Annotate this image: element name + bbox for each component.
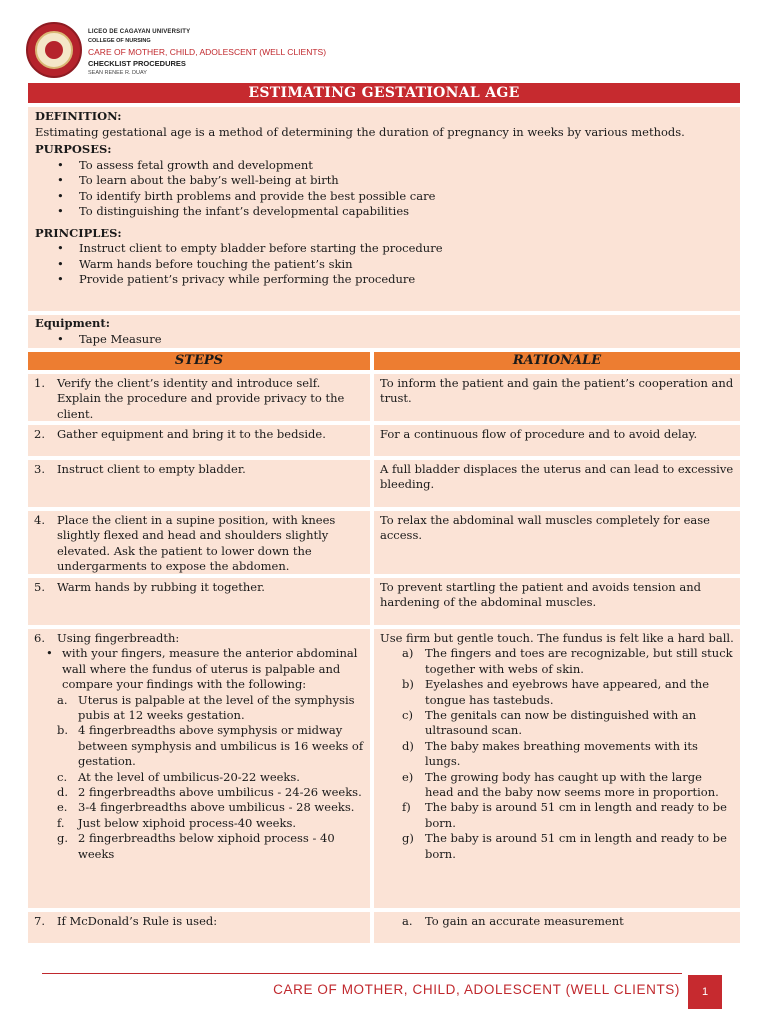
footer-divider xyxy=(42,973,682,974)
table-row: 1. Verify the client’s identity and introduce self. Explain the procedure and provide privacy to the client. xyxy=(28,374,370,421)
rationale-cell xyxy=(374,511,740,574)
rationale-cell: Use firm but gentle touch. The fundus is felt like a hard ball. a) The fingers and toes are recognizable, but still stuck together with webs of skin. b) Eyelashes and eyebrows have appeared, and the tongue has tastebuds. c) The genitals can now be distinguished with an ultrasound scan. d) The baby makes breathing movements with its lungs. e) The growing body has caught up with the large head and the baby now seems more in proportion. f) The baby is around 51 cm in length and ready to be born. g) The baby is around 51 cm in length and ready to be born. xyxy=(374,629,740,908)
rationale-sub-text: The genitals can now be distinguished with an ultrasound scan. xyxy=(425,708,697,738)
definition-text: Estimating gestational age is a method of determining the duration of pregnancy in weeks by various methods. xyxy=(35,124,685,139)
rationale-header: RATIONALE xyxy=(374,352,740,370)
sub-step-text: Just below xiphoid process-40 weeks. xyxy=(78,815,297,830)
header-text xyxy=(88,28,326,78)
rationale-sub-text: The baby is around 51 cm in length and ready to be born. xyxy=(425,800,727,830)
step-text: Instruct client to empty bladder. xyxy=(57,462,246,476)
rationale-text: For a continuous flow of procedure and to avoid delay. xyxy=(380,427,698,441)
sub-step-text: 2 fingerbreadths above umbilicus - 24-26 weeks. xyxy=(78,785,362,800)
list-item: • To identify birth problems and provide the best possible care xyxy=(35,189,733,205)
footer-course: CARE OF MOTHER, CHILD, ADOLESCENT (WELL CLIENTS) xyxy=(273,982,680,997)
purposes-label: PURPOSES: xyxy=(35,142,112,156)
rationale-text: A full bladder displaces the uterus and can lead to excessive bleeding. xyxy=(380,462,734,492)
rationale-text: To gain an accurate measurement xyxy=(425,914,624,928)
step-bullet-text: with your fingers, measure the anterior abdominal wall where the fundus of uterus is palpable and compare your findings with the following: xyxy=(62,646,358,692)
rationale-cell xyxy=(374,578,740,625)
principles-label: PRINCIPLES: xyxy=(35,225,122,240)
rationale-sub-text: The fingers and toes are recognizable, but still stuck together with webs of skin. xyxy=(425,646,733,676)
rationale-sub-text: The baby makes breathing movements with its lungs. xyxy=(425,738,698,769)
sub-step-text: 4 fingerbreadths above symphysis or midway between symphysis and umbilicus is 16 weeks of gestation. xyxy=(78,723,364,769)
steps-header: STEPS xyxy=(28,352,370,370)
sub-step-text: 3-4 fingerbreadths above umbilicus - 28 weeks. xyxy=(78,800,355,815)
step-text: Using fingerbreadth: xyxy=(57,631,180,645)
list-item: • To learn about the baby’s well-being at birth xyxy=(35,173,733,189)
table-row: 7. If McDonald’s Rule is used: xyxy=(28,912,370,943)
course-name: CARE OF MOTHER, CHILD, ADOLESCENT (WELL CLIENTS) xyxy=(88,47,327,57)
intro-section xyxy=(28,107,740,311)
rationale-text: Use firm but gentle touch. The fundus is felt like a hard ball. xyxy=(380,631,734,645)
rationale-cell xyxy=(374,374,740,421)
rationale-text: To relax the abdominal wall muscles completely for ease access. xyxy=(380,513,710,543)
sub-step-text: 2 fingerbreadths below xiphoid process - 40 weeks xyxy=(78,831,335,861)
rationale-text: To prevent startling the patient and avoids tension and hardening of the abdominal muscles. xyxy=(380,580,701,610)
document-type: CHECKLIST PROCEDURES xyxy=(88,59,186,68)
table-row: 4. Place the client in a supine position, with knees slightly flexed and head and shoulders slightly elevated. Ask the patient to lower down the undergarments to expose the abdomen. xyxy=(28,511,370,574)
table-row: 6. Using fingerbreadth: • with your fingers, measure the anterior abdominal wall where the fundus of uterus is palpable and compare your findings with the following: a. Uterus is palpable at the level of the symphysis pubis at 12 weeks gestation. b. 4 fingerbreadths above symphysis or midway between symphysis and umbilicus is 16 weeks of gestation. c. At the level of umbilicus-20-22 weeks. d. 2 fingerbreadths above umbilicus - 24-26 weeks. e. 3-4 fingerbreadths above umbilicus - 28 weeks. f. Just below xiphoid process-40 weeks. g. 2 fingerbreadths below xiphoid process - 40 weeks xyxy=(28,629,370,908)
college-name: COLLEGE OF NURSING xyxy=(88,38,151,44)
rationale-cell: a. To gain an accurate measurement xyxy=(374,912,740,943)
equipment-label: Equipment: xyxy=(35,316,110,330)
university-seal-icon xyxy=(26,22,82,78)
rationale-sub-text: Eyelashes and eyebrows have appeared, and the tongue has tastebuds. xyxy=(425,677,710,707)
definition-label: DEFINITION: xyxy=(35,109,122,123)
step-text: Gather equipment and bring it to the bedside. xyxy=(57,427,326,441)
table-row: 5. Warm hands by rubbing it together. xyxy=(28,578,370,625)
rationale-cell xyxy=(374,460,740,507)
step-text: Warm hands by rubbing it together. xyxy=(57,580,265,594)
step-text: Verify the client’s identity and introduce self. Explain the procedure and provide privacy to the client. xyxy=(57,376,345,421)
list-item: • To assess fetal growth and development xyxy=(35,158,733,174)
purposes-list xyxy=(35,158,733,220)
list-item: • Instruct client to empty bladder before starting the procedure xyxy=(35,241,733,257)
rationale-sub-text: The baby is around 51 cm in length and ready to be born. xyxy=(425,831,727,861)
step-text: Place the client in a supine position, with knees slightly flexed and head and shoulders slightly elevated. Ask the patient to lower down the undergarments to expose the abdomen. xyxy=(57,513,336,574)
rationale-text: To inform the patient and gain the patient’s cooperation and trust. xyxy=(380,376,734,406)
author-name: SEAN RENEE R. DUAY xyxy=(88,70,147,76)
list-item: • Tape Measure xyxy=(35,332,733,348)
sub-step-text: At the level of umbilicus-20-22 weeks. xyxy=(78,769,300,784)
document-title: ESTIMATING GESTATIONAL AGE xyxy=(28,83,740,103)
list-item: • To distinguishing the infant’s developmental capabilities xyxy=(35,204,733,220)
university-name: LICEO DE CAGAYAN UNIVERSITY xyxy=(88,29,191,35)
page-number: 1 xyxy=(688,975,722,1009)
document-header xyxy=(26,22,746,82)
step-text: If McDonald’s Rule is used: xyxy=(57,914,218,928)
principles-list xyxy=(35,241,733,288)
table-row: 2. Gather equipment and bring it to the bedside. xyxy=(28,425,370,456)
table-row: 3. Instruct client to empty bladder. xyxy=(28,460,370,507)
rationale-sub-text: The growing body has caught up with the large head and the baby now seems more in proportion. xyxy=(425,769,719,800)
rationale-cell xyxy=(374,425,740,456)
sub-step-text: Uterus is palpable at the level of the symphysis pubis at 12 weeks gestation. xyxy=(78,692,355,723)
list-item: • Warm hands before touching the patient’s skin xyxy=(35,257,733,273)
equipment-list xyxy=(35,332,733,348)
equipment-section xyxy=(28,315,740,348)
list-item: • Provide patient’s privacy while performing the procedure xyxy=(35,272,733,288)
